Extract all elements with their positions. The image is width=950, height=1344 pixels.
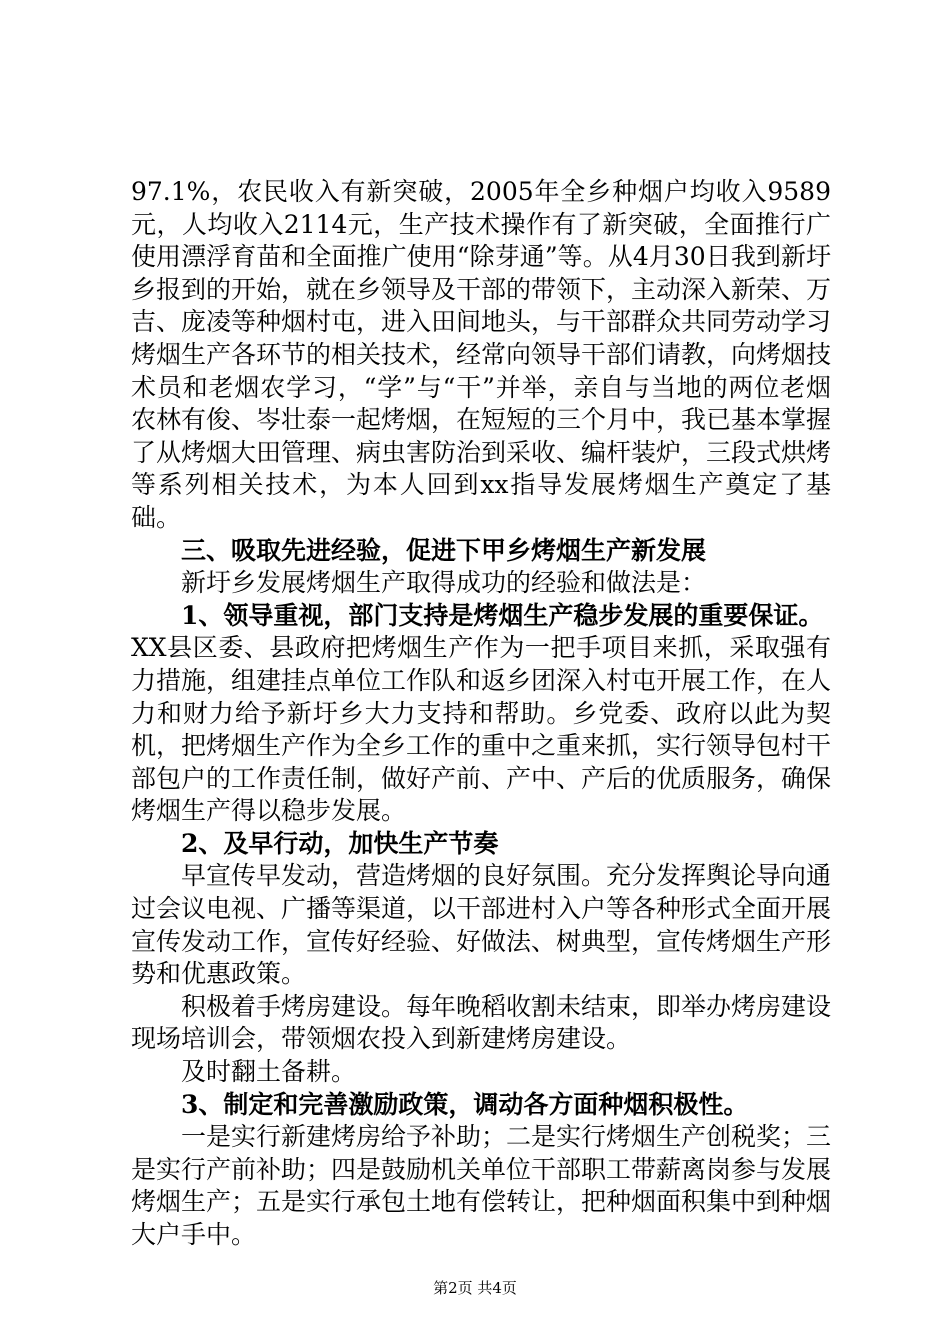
document-body	[131, 176, 831, 1252]
paragraph-continuation: 97.1%，农民收入有新突破，2005年全乡种烟户均收入9589元，人均收入2114元，生产技术操作有了新突破，全面推行广使用漂浮育苗和全面推广使用“除芽通”等。从4月30日我到新圩乡报到的开始，就在乡领导及干部的带领下，主动深入新荣、万吉、庞凌等种烟村屯，进入田间地头，与干部群众共同劳动学习烤烟生产各环节的相关技术，经常向领导干部们请教，向烤烟技术员和老烟农学习，“学”与“干”并举，亲自与当地的两位老烟农林有俊、岑壮泰一起烤烟，在短短的三个月中，我已基本掌握了从烤烟大田管理、病虫害防治到采收、编杆装炉，三段式烘烤等系列相关技术，为本人回到xx指导发展烤烟生产奠定了基础。	[131, 177, 832, 532]
paragraph-intro: 新圩乡发展烤烟生产取得成功的经验和做法是：	[181, 568, 707, 598]
paragraph-incentives: 一是实行新建烤房给予补助；二是实行烤烟生产创税奖；三是实行产前补助；四是鼓励机关单位干部职工带薪离岗参与发展烤烟生产；五是实行承包土地有偿转让，把种烟面积集中到种烟大户手中。	[131, 1122, 832, 1249]
paragraph-curing-barn: 积极着手烤房建设。每年晚稻收割未结束，即举办烤房建设现场培训会，带领烟农投入到新建烤房建设。	[131, 991, 832, 1054]
section-heading-three: 三、吸取先进经验，促进下甲乡烤烟生产新发展	[181, 535, 707, 565]
paragraph-publicity: 早宣传早发动，营造烤烟的良好氛围。充分发挥舆论导向通过会议电视、广播等渠道，以干部进村入户等各种形式全面开展宣传发动工作，宣传好经验、好做法、树典型，宣传烤烟生产形势和优惠政策。	[131, 861, 832, 989]
subheading-three: 3、制定和完善激励政策，调动各方面种烟积极性。	[181, 1089, 749, 1119]
subheading-two: 2、及早行动，加快生产节奏	[181, 828, 499, 858]
paragraph-tillage: 及时翻土备耕。	[181, 1057, 357, 1087]
subheading-one: 1、领导重视，部门支持是烤烟生产稳步发展的重要保证。	[181, 600, 824, 630]
paragraph-leadership: XX县区委、县政府把烤烟生产作为一把手项目来抓，采取强有力措施，组建挂点单位工作队和返乡团深入村屯开展工作，在人力和财力给予新圩乡大力支持和帮助。乡党委、政府以此为契机，把烤烟生产作为全乡工作的重中之重来抓，实行领导包村干部包户的工作责任制，做好产前、产中、产后的优质服务，确保烤烟生产得以稳步发展。	[131, 633, 832, 826]
page-footer: 第2页 共4页	[433, 1279, 517, 1297]
